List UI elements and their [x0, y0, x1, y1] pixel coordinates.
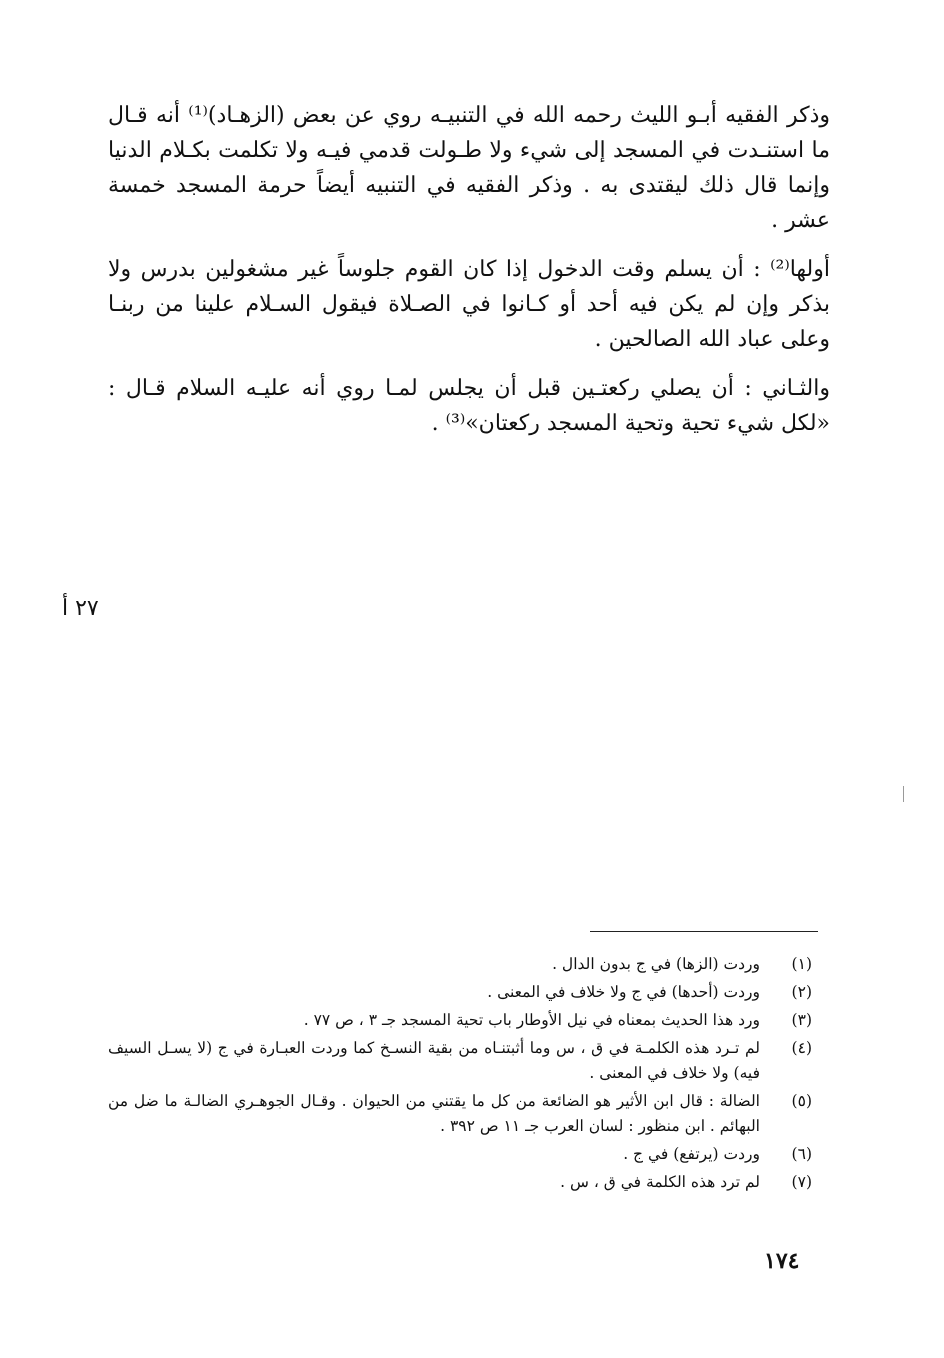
footnote — [108, 1142, 812, 1167]
page-number: ١٧٤ — [764, 1248, 800, 1274]
paragraph-first: أولها⁽²⁾ : أن يسلم وقت الدخول إذا كان القوم جلوساً غير مشغولين بدرس ولا بذكر وإن لم يكن فيه أحد أو كـانوا في الصـلاة فيقول السـلام علينا من ربنـا وعلى عباد الله الصالحين . — [108, 257, 830, 352]
main-text — [108, 98, 830, 455]
paragraph-second: والثـاني : أن يصلي ركعتـين قبل أن يجلس لمـا روي أنه عليـه السلام قـال : «لكل شيء تحية وتحية المسجد ركعتان»⁽³⁾ . — [108, 376, 830, 436]
footnote-text: وردت (يرتفع) في ج . — [623, 1145, 760, 1163]
footnote-number: (٥) — [791, 1092, 812, 1110]
footnote — [108, 1170, 812, 1195]
manuscript-folio-note: ٢٧ أ — [62, 596, 99, 621]
footnote — [108, 1089, 812, 1139]
footnote-number: (٢) — [791, 983, 812, 1001]
footnotes — [108, 952, 812, 1198]
footnote-text: لم تـرد هذه الكلمـة في ق ، س وما أثبتنـاه من بقية النسـخ كما وردت العبـارة في ج (لا يسـل السيف فيه) ولا خلاف في المعنى . — [108, 1039, 760, 1082]
footnote — [108, 1036, 812, 1086]
footnote-text: وردت (الزها) في ج بدون الدال . — [552, 955, 760, 973]
footnote-text: الضالة : قال ابن الأثير هو الضائعة من كل ما يقتني من الحيوان . وقـال الجوهـري الضالـة ما ضل من البهائم . ابن منظور : لسان العرب جـ ١١ ص ٣٩٢ . — [108, 1092, 760, 1135]
footnote — [108, 952, 812, 977]
footnote — [108, 1008, 812, 1033]
scan-mark — [903, 786, 904, 802]
footnote-number: (٣) — [791, 1011, 812, 1029]
footnote-text: وردت (أحدها) في ج ولا خلاف في المعنى . — [487, 983, 760, 1001]
footnote-text: ورد هذا الحديث بمعناه في نيل الأوطار باب تحية المسجد جـ ٣ ، ص ٧٧ . — [303, 1011, 760, 1029]
footnote-number: (٧) — [791, 1173, 812, 1191]
footnote-number: (٦) — [791, 1145, 812, 1163]
footnote-number: (١) — [791, 955, 812, 973]
paragraph-intro: وذكر الفقيه أبـو الليث رحمه الله في التنبيـه روي عن بعض (الزهـاد)⁽¹⁾ أنه قـال ما استنـدت في المسجد إلى شيء ولا طـولت قدمي فيـه ولا تكلمت بكـلام الدنيا وإنما قال ذلك ليقتدى به . وذكر الفقيه في التنبيه أيضاً حرمة المسجد خمسة عشر . — [108, 103, 831, 233]
footnote — [108, 980, 812, 1005]
footnote-number: (٤) — [791, 1039, 812, 1057]
footnote-separator — [590, 931, 818, 932]
footnote-text: لم ترد هذه الكلمة في ق ، س . — [560, 1173, 760, 1191]
